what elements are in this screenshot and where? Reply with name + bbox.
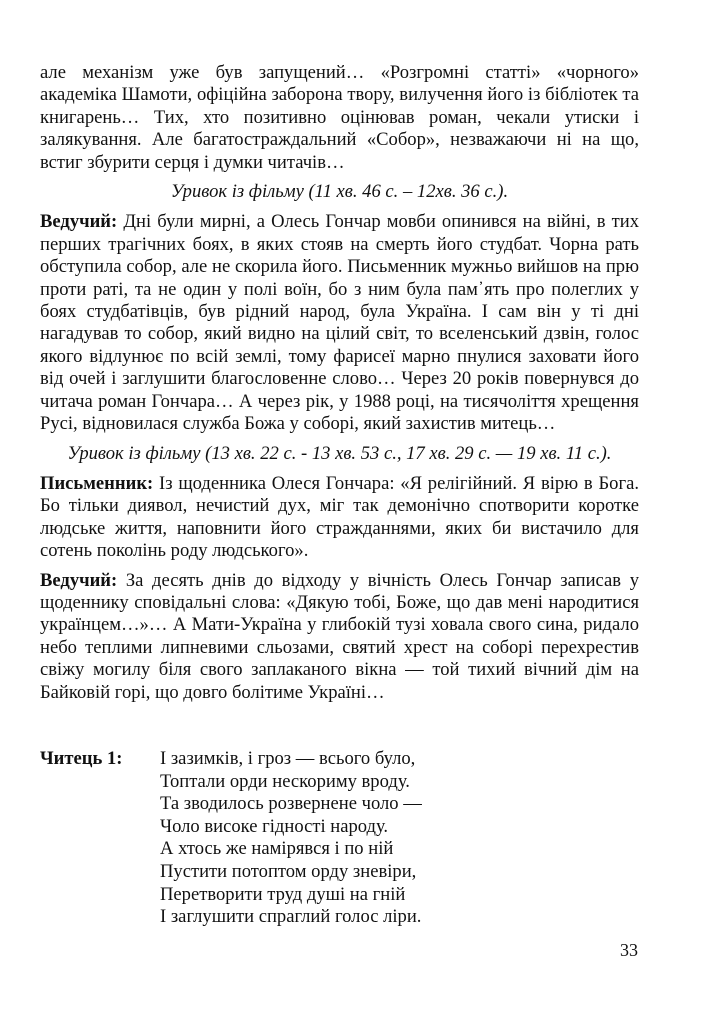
verse-line: Та зводилось розвернене чоло —: [160, 793, 422, 815]
verse-line: Пустити потоптом орду зневіри,: [160, 860, 417, 882]
paragraph-text: За десять днів до відходу у вічність Олесь Гончар записав у щоденнику сповідальні слова: «Дякую тобі, Боже, що дав мені народитися українцем…»… А Мати-Україна у глибокій тузі ховала свого сина, ридало небо теплими липневими сльозами, святий хрест на соборі перехрестив свіжу могилу біля свого заплаканого вікна — той тихий вічний дім на Байковій горі, що довго болітиме Україні…: [40, 569, 639, 703]
verse-line: Перетворити труд душі на гній: [160, 883, 406, 905]
paragraph-host-2: [40, 570, 639, 704]
page-number: 33: [620, 940, 638, 960]
paragraph-intro: але механізм уже був запущений… «Розгромні статті» «чорного» академіка Шамоти, офіційна заборона твору, вилучення його із бібліотек та книгарень… Тих, хто позитивно оцінював роман, чекали утиски і залякування. Але багатостраждальний «Собор», незважаючи ні на що, встиг збурити серця і думки читачів…: [40, 62, 639, 173]
verse-line: Чоло високе гідності народу.: [160, 815, 389, 837]
paragraph-writer: [40, 473, 639, 563]
film-excerpt-note: Уривок із фільму (11 хв. 46 с. – 12хв. 36 с.).: [170, 181, 509, 203]
paragraph-text: Із щоденника Олеся Гончара: «Я релігійний. Я вірю в Бога. Бо тільки диявол, нечистий дух, міг так демонічно спотворити коротке людське життя, наповнити його стражданнями, яких би вистачило для сотень поколінь роду людського».: [40, 472, 639, 562]
verse-lines: [160, 748, 422, 929]
verse-line: А хтось же намірявся і по ній: [160, 838, 394, 860]
film-excerpt-note: Уривок із фільму (13 хв. 22 с. - 13 хв. 53 с., 17 хв. 29 с. — 19 хв. 11 с.).: [67, 442, 612, 464]
speaker-label: Ведучий:: [40, 569, 118, 591]
speaker-label: Ведучий:: [40, 211, 118, 233]
reader-label: Читець 1:: [40, 748, 123, 769]
document-page: [40, 62, 639, 704]
paragraph-host-1: [40, 211, 639, 435]
verse-line: І заглушити спраглий голос ліри.: [160, 906, 422, 928]
speaker-label: Письменник:: [40, 472, 154, 494]
verse-line: Топтали орди нескориму вроду.: [160, 770, 410, 792]
verse-line: І зазимків, і гроз — всього було,: [160, 748, 416, 769]
paragraph-text: Дні були мирні, а Олесь Гончар мовби опинився на війні, в тих перших трагічних боях, в яких стояв на смерть його студбат. Чорна рать обступила собор, але не скорила його. Письменник мужньо вийшов на прю проти раті, та не один у полі воїн, бо з ним була пам᾿ять про полеглих у боях студбатівців, був рідний народ, була Україна. І сам він у ті дні нагадував то собор, який видно на цілий світ, то вселенський дзвін, голос якого відлунює по всій землі, тому фарисеї марно пнулися заховати його від очей і заглушити благословенне слово… Через 20 років повернувся до читача роман Гончара… А через рік, у 1988 році, на тисячоліття хрещення Русі, відновилася служба Божа у соборі, який захистив митець…: [40, 211, 639, 435]
